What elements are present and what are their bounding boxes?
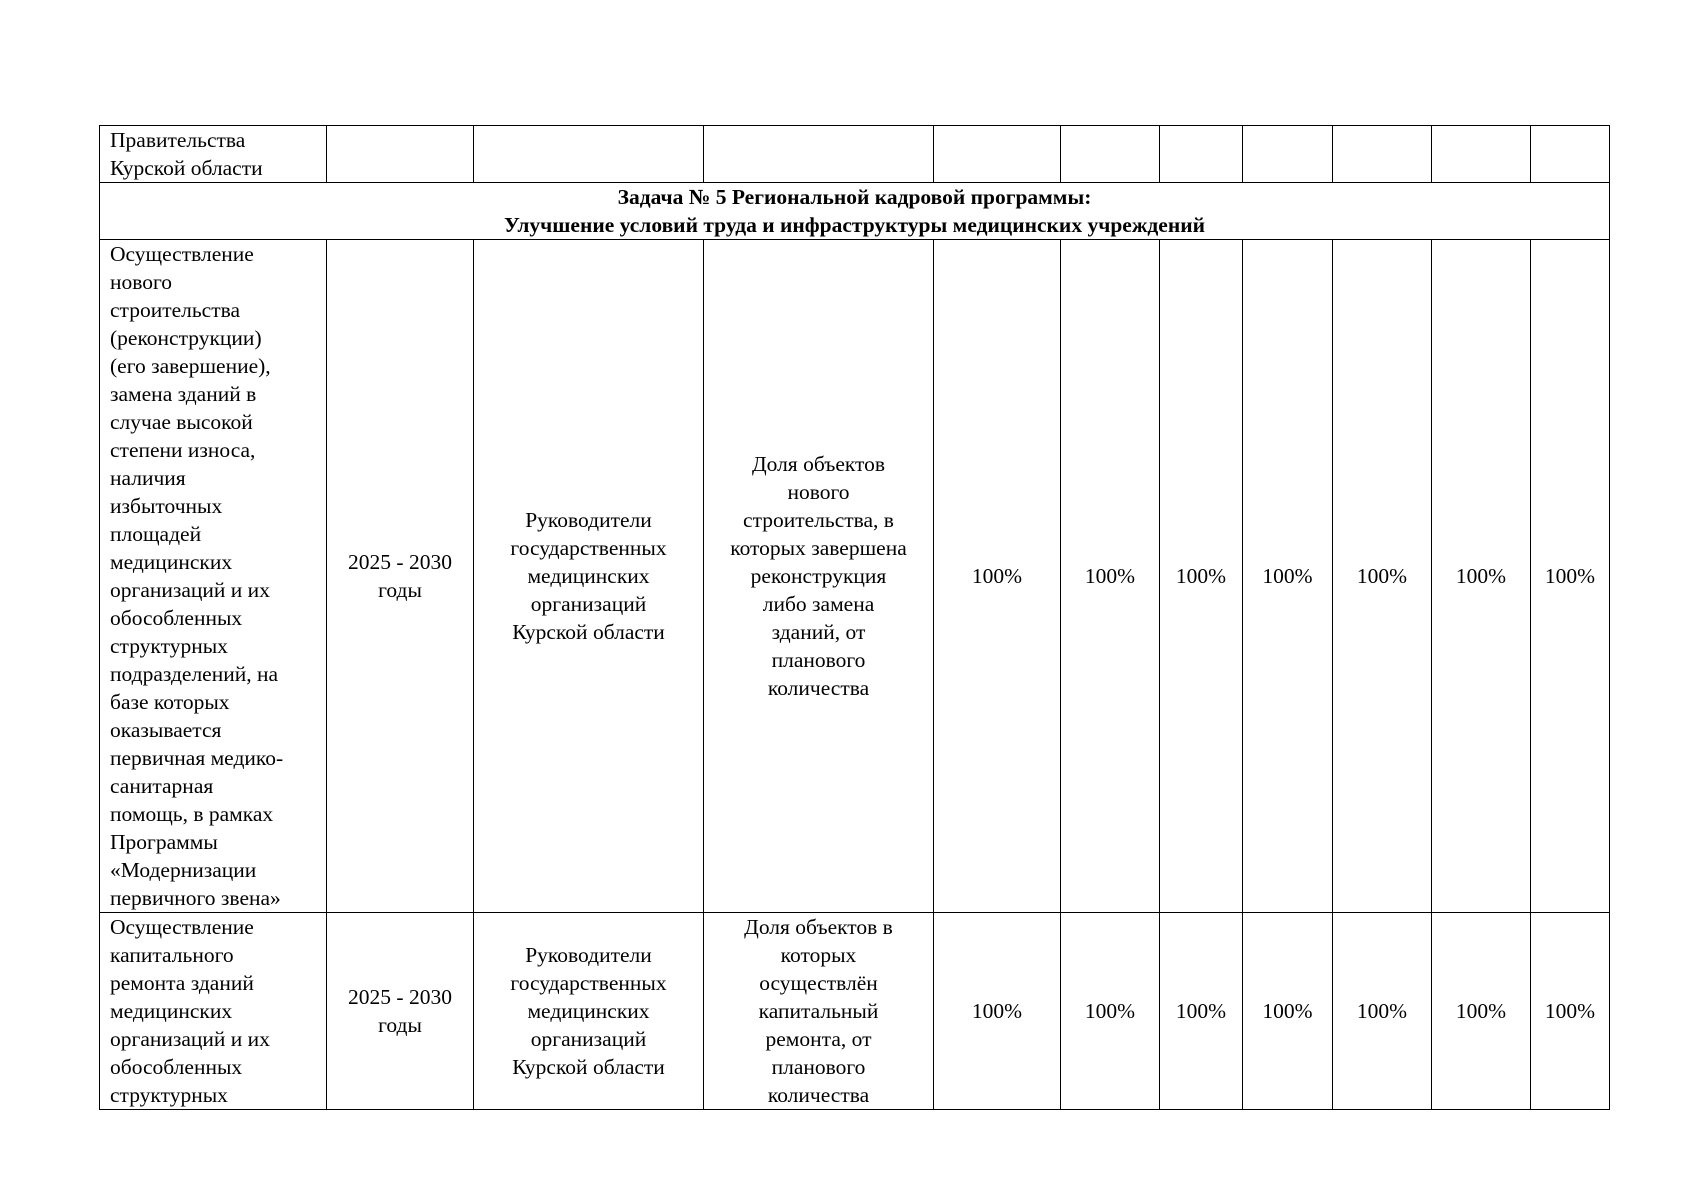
value-cell: 100%	[1333, 240, 1432, 913]
indicator-text: Доля объектов в которых осуществлён капитальный ремонта, от планового количества	[744, 915, 893, 1107]
value-cell: 100%	[1432, 913, 1531, 1110]
value-cell: 100%	[1243, 240, 1333, 913]
task-subtitle: Улучшение условий труда и инфраструктуры медицинских учреждений	[503, 213, 1205, 237]
period-text: 2025 - 2030 годы	[348, 550, 452, 602]
value-cell: 100%	[1061, 913, 1160, 1110]
indicator-text: Доля объектов нового строительства, в которых завершена реконструкция либо замена зданий, от планового количества	[730, 452, 907, 700]
empty-cell	[1243, 126, 1333, 183]
empty-cell	[934, 126, 1061, 183]
empty-cell	[474, 126, 704, 183]
empty-cell	[1531, 126, 1610, 183]
task-header	[100, 183, 1610, 240]
responsible-text: Руководители государственных медицинских организаций Курской области	[510, 943, 667, 1079]
activity-text: Правительства Курской области	[110, 128, 263, 180]
empty-cell	[1333, 126, 1432, 183]
activity-cell	[100, 913, 327, 1110]
value-cell: 100%	[1243, 913, 1333, 1110]
value-cell: 100%	[1531, 240, 1610, 913]
activity-cell	[100, 126, 327, 183]
table-row	[100, 913, 1610, 1110]
value-cell: 100%	[1160, 913, 1243, 1110]
empty-cell	[327, 126, 474, 183]
value-cell: 100%	[1160, 240, 1243, 913]
value-cell: 100%	[1333, 913, 1432, 1110]
indicator-cell	[704, 240, 934, 913]
period-text: 2025 - 2030 годы	[348, 985, 452, 1037]
value-cell: 100%	[934, 913, 1061, 1110]
activity-text: Осуществление капитального ремонта зданий медицинских организаций и их обособленных структурных	[110, 915, 270, 1107]
responsible-cell	[474, 240, 704, 913]
period-cell	[327, 240, 474, 913]
value-cell: 100%	[1061, 240, 1160, 913]
task-title: Задача № 5 Региональной кадровой программы:	[617, 185, 1092, 209]
empty-cell	[704, 126, 934, 183]
empty-cell	[1160, 126, 1243, 183]
table-row	[100, 240, 1610, 913]
value-cell: 100%	[934, 240, 1061, 913]
responsible-text: Руководители государственных медицинских организаций Курской области	[510, 508, 667, 644]
activity-text: Осуществление нового строительства (реконструкции) (его завершение), замена зданий в случае высокой степени износа, наличия избыточных площадей медицинских организаций и их обособленных структурных подразделений, на базе которых оказывается первичная медико- санитарная помощь, в рамках Программы «Модернизации первичного звена»	[110, 242, 284, 910]
task-header-row	[100, 183, 1610, 240]
table-row-continuation	[100, 126, 1610, 183]
empty-cell	[1432, 126, 1531, 183]
activity-cell	[100, 240, 327, 913]
period-cell	[327, 913, 474, 1110]
empty-cell	[1061, 126, 1160, 183]
value-cell: 100%	[1531, 913, 1610, 1110]
responsible-cell	[474, 913, 704, 1110]
indicator-cell	[704, 913, 934, 1110]
measures-table	[99, 125, 1610, 1110]
value-cell: 100%	[1432, 240, 1531, 913]
